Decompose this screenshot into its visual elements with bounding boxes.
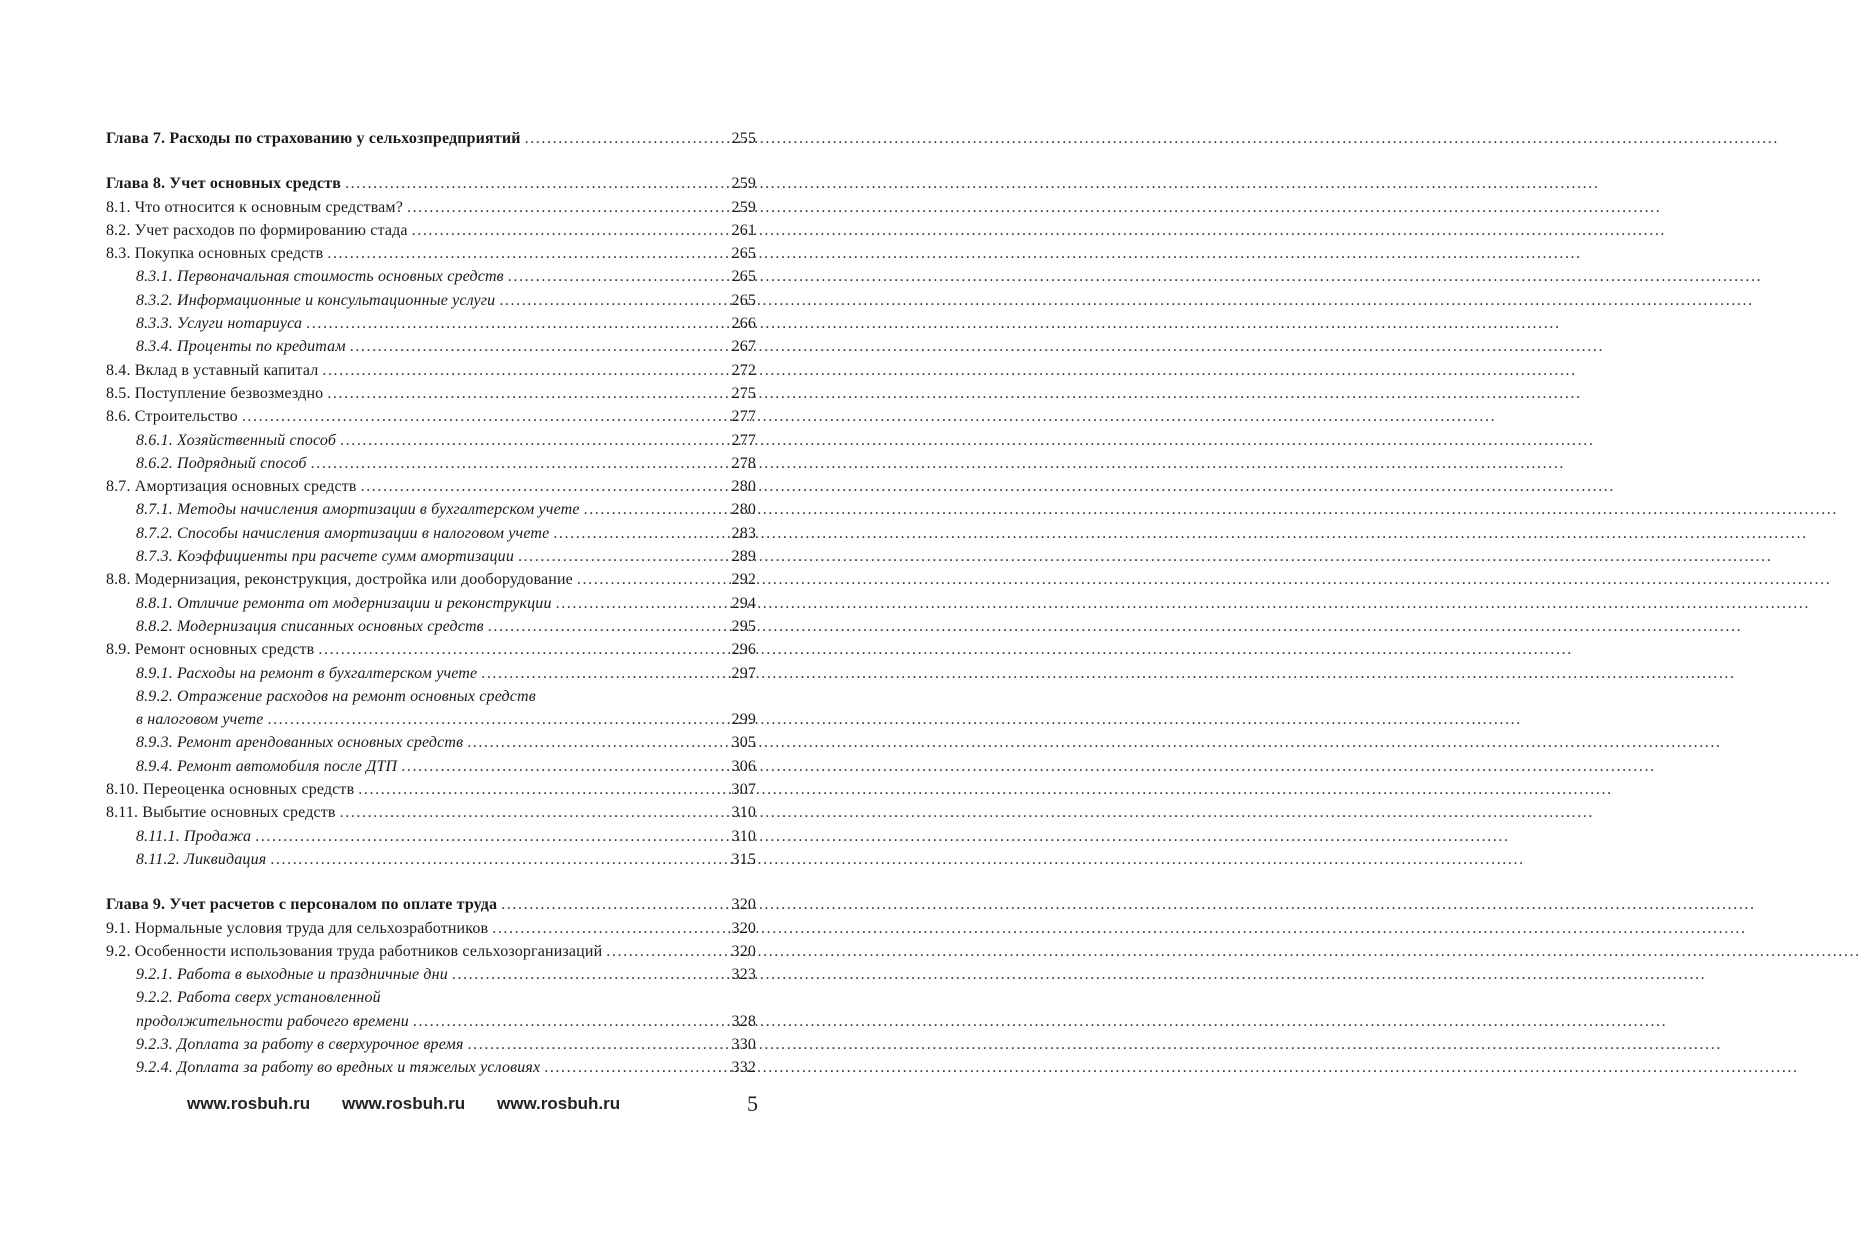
toc-entry-title: Глава 9. Учет расчетов с персоналом по оплате труда bbox=[106, 896, 498, 914]
toc-subsection bbox=[106, 498, 756, 521]
dot-leader bbox=[318, 638, 718, 661]
dot-leader bbox=[501, 893, 718, 916]
toc-entry-title: 9.1. Нормальные условия труда для сельхозработников bbox=[106, 919, 489, 937]
toc-section bbox=[106, 568, 756, 591]
toc-subsection bbox=[106, 848, 756, 871]
dot-leader bbox=[518, 545, 718, 568]
toc-entry-title: Глава 7. Расходы по страхованию у сельхозпредприятий bbox=[106, 130, 521, 147]
footer-url: www.rosbuh.ru bbox=[342, 1094, 466, 1113]
toc-page-number: 320 bbox=[731, 942, 756, 960]
toc-subsection bbox=[106, 592, 756, 615]
dot-leader bbox=[553, 522, 718, 545]
toc-section bbox=[106, 382, 756, 405]
toc-page-number: 320 bbox=[731, 896, 756, 914]
toc-page-number: 299 bbox=[731, 711, 756, 729]
toc-subsection bbox=[106, 1010, 756, 1033]
toc-entry-title: 9.2. Особенности использования труда работников сельхозорганизаций bbox=[106, 942, 603, 960]
toc-subsection bbox=[106, 731, 756, 754]
toc-entry-title-line bbox=[106, 685, 756, 708]
toc-entry-title: 8.7.1. Методы начисления амортизации в бухгалтерском учете bbox=[136, 501, 580, 519]
dot-leader bbox=[488, 615, 718, 638]
toc-entry-title: 8.7.3. Коэффициенты при расчете сумм амортизации bbox=[136, 548, 514, 566]
toc-subsection bbox=[106, 615, 756, 638]
toc-chapter bbox=[106, 893, 756, 916]
toc-page-number: 265 bbox=[731, 245, 756, 263]
toc-entry-title: 8.3.1. Первоначальная стоимость основных средств bbox=[136, 268, 504, 286]
toc-subsection bbox=[106, 825, 756, 848]
toc-entry-title: в налоговом учете bbox=[136, 711, 264, 729]
dot-leader bbox=[468, 1033, 718, 1056]
dot-leader bbox=[584, 498, 718, 521]
toc-entry-title: 8.9.4. Ремонт автомобиля после ДТП bbox=[136, 757, 398, 775]
toc-entry-title: 9.2.4. Доплата за работу во вредных и тяжелых условиях bbox=[136, 1059, 541, 1077]
dot-leader bbox=[361, 475, 718, 498]
toc-page-number: 277 bbox=[731, 408, 756, 426]
toc-page-number: 292 bbox=[731, 571, 756, 589]
toc-entry-title: 8.7.2. Способы начисления амортизации в налоговом учете bbox=[136, 524, 550, 542]
toc-section bbox=[106, 475, 756, 498]
toc-section bbox=[106, 242, 756, 265]
dot-leader bbox=[499, 289, 718, 312]
toc-subsection bbox=[106, 708, 756, 731]
toc-entry-title-line bbox=[106, 986, 756, 1009]
toc-page-number: 277 bbox=[731, 431, 756, 449]
toc-entry-title: 8.6.2. Подрядный способ bbox=[136, 454, 307, 472]
toc-entry-title: 8.10. Переоценка основных средств bbox=[106, 781, 355, 799]
toc-entry-title: 8.11.1. Продажа bbox=[136, 827, 252, 845]
toc-entry-title: Глава 8. Учет основных средств bbox=[106, 175, 342, 193]
toc-page-number: 272 bbox=[731, 361, 756, 379]
toc-page-number: 266 bbox=[731, 315, 756, 333]
toc-subsection bbox=[106, 662, 756, 685]
toc-subsection bbox=[106, 452, 756, 475]
dot-leader bbox=[508, 265, 718, 288]
toc-section bbox=[106, 917, 756, 940]
toc-entry-title: 8.3.3. Услуги нотариуса bbox=[136, 315, 303, 333]
toc-subsection bbox=[106, 289, 756, 312]
dot-leader bbox=[327, 382, 718, 405]
toc-page-number: 296 bbox=[731, 641, 756, 659]
toc-page-number: 294 bbox=[731, 594, 756, 612]
toc-entry-title: 8.11. Выбытие основных средств bbox=[106, 804, 336, 822]
dot-leader bbox=[412, 219, 718, 242]
toc-page-number: 307 bbox=[731, 781, 756, 799]
toc-page-number: 310 bbox=[731, 804, 756, 822]
toc-subsection bbox=[106, 963, 756, 986]
dot-leader bbox=[311, 452, 718, 475]
dot-leader bbox=[267, 708, 718, 731]
toc-page-number: 306 bbox=[731, 757, 756, 775]
toc-page-number: 261 bbox=[731, 221, 756, 239]
toc-entry-title: 8.8. Модернизация, реконструкция, достройка или дооборудование bbox=[106, 571, 573, 589]
dot-leader bbox=[270, 848, 718, 871]
toc-page-number: 332 bbox=[731, 1059, 756, 1077]
toc-section bbox=[106, 359, 756, 382]
toc-page-number: 315 bbox=[731, 850, 756, 868]
dot-leader bbox=[492, 917, 718, 940]
toc-entry-title: 8.4. Вклад в уставный капитал bbox=[106, 361, 319, 379]
toc-entry-title: 9.2.3. Доплата за работу в сверхурочное время bbox=[136, 1035, 464, 1053]
toc-page-number: 265 bbox=[731, 291, 756, 309]
toc-subsection bbox=[106, 335, 756, 358]
toc-page-number: 259 bbox=[731, 175, 756, 193]
dot-leader bbox=[544, 1056, 718, 1079]
toc-entry-title: 8.9.2. Отражение расходов на ремонт основных средств bbox=[136, 687, 536, 705]
toc-page-number: 297 bbox=[731, 664, 756, 682]
dot-leader bbox=[467, 731, 718, 754]
toc-chapter bbox=[106, 127, 756, 150]
toc-entry-title: 8.9. Ремонт основных средств bbox=[106, 641, 315, 659]
toc-entry-title: 9.2.1. Работа в выходные и праздничные дни bbox=[136, 966, 448, 984]
toc-chapter bbox=[106, 172, 756, 195]
dot-leader bbox=[255, 825, 718, 848]
toc-entry-title: 8.3. Покупка основных средств bbox=[106, 245, 324, 263]
toc-entry-title: 9.2.2. Работа сверх установленной bbox=[136, 989, 381, 1007]
toc-subsection bbox=[106, 1056, 756, 1079]
dot-leader bbox=[340, 429, 718, 452]
toc-subsection bbox=[106, 265, 756, 288]
toc-entry-title: 8.6. Строительство bbox=[106, 408, 238, 426]
page-number: 5 bbox=[747, 1091, 758, 1116]
dot-leader bbox=[401, 755, 718, 778]
toc-section bbox=[106, 219, 756, 242]
toc-page-number: 305 bbox=[731, 734, 756, 752]
toc-entry-title: 8.9.1. Расходы на ремонт в бухгалтерском учете bbox=[136, 664, 478, 682]
toc-page-number: 328 bbox=[731, 1012, 756, 1030]
toc-page-number: 330 bbox=[731, 1035, 756, 1053]
dot-leader bbox=[306, 312, 718, 335]
table-of-contents bbox=[106, 127, 756, 1080]
toc-section bbox=[106, 778, 756, 801]
dot-leader bbox=[350, 335, 718, 358]
toc-entry-title: 8.3.4. Проценты по кредитам bbox=[136, 338, 346, 356]
toc-page-number: 280 bbox=[731, 478, 756, 496]
dot-leader bbox=[327, 242, 718, 265]
toc-page-number: 259 bbox=[731, 198, 756, 216]
dot-leader bbox=[358, 778, 718, 801]
dot-leader bbox=[322, 359, 718, 382]
toc-entry-title: 8.8.1. Отличие ремонта от модернизации и реконструкции bbox=[136, 594, 552, 612]
toc-page-number: 280 bbox=[731, 501, 756, 519]
dot-leader bbox=[606, 940, 718, 963]
toc-entry-title: 8.8.2. Модернизация списанных основных средств bbox=[136, 617, 484, 635]
dot-leader bbox=[481, 662, 718, 685]
toc-subsection bbox=[106, 545, 756, 568]
dot-leader bbox=[556, 592, 718, 615]
toc-subsection bbox=[106, 312, 756, 335]
toc-subsection bbox=[106, 429, 756, 452]
toc-entry-title: 8.5. Поступление безвозмездно bbox=[106, 384, 324, 402]
toc-page-number: 283 bbox=[731, 524, 756, 542]
toc-page-number: 278 bbox=[731, 454, 756, 472]
page-footer bbox=[0, 1091, 857, 1124]
dot-leader bbox=[452, 963, 718, 986]
toc-entry-title: 8.6.1. Хозяйственный способ bbox=[136, 431, 337, 449]
toc-section bbox=[106, 638, 756, 661]
toc-section bbox=[106, 196, 756, 219]
toc-entry-title: 8.1. Что относится к основным средствам? bbox=[106, 198, 403, 216]
toc-page-number: 295 bbox=[731, 617, 756, 635]
toc-page-number: 320 bbox=[731, 919, 756, 937]
toc-subsection bbox=[106, 755, 756, 778]
dot-leader bbox=[525, 127, 718, 150]
toc-subsection bbox=[106, 1033, 756, 1056]
toc-page-number: 267 bbox=[731, 338, 756, 356]
toc-entry-title: 8.7. Амортизация основных средств bbox=[106, 478, 357, 496]
toc-section bbox=[106, 405, 756, 428]
toc-page-number: 310 bbox=[731, 827, 756, 845]
toc-entry-title: 8.9.3. Ремонт арендованных основных средств bbox=[136, 734, 464, 752]
toc-section bbox=[106, 940, 756, 963]
toc-entry-title: 8.11.2. Ликвидация bbox=[136, 850, 267, 868]
toc-page-number: 323 bbox=[731, 966, 756, 984]
dot-leader bbox=[577, 568, 718, 591]
toc-entry-title: продолжительности рабочего времени bbox=[136, 1012, 409, 1030]
toc-page-number: 275 bbox=[731, 384, 756, 402]
toc-page-number: 265 bbox=[731, 268, 756, 286]
dot-leader bbox=[242, 405, 718, 428]
toc-subsection bbox=[106, 522, 756, 545]
toc-entry-title: 8.3.2. Информационные и консультационные услуги bbox=[136, 291, 496, 309]
toc-entry-title: 8.2. Учет расходов по формированию стада bbox=[106, 221, 408, 239]
dot-leader bbox=[407, 196, 718, 219]
toc-section bbox=[106, 801, 756, 824]
dot-leader bbox=[413, 1010, 718, 1033]
toc-page-number: 289 bbox=[731, 548, 756, 566]
toc-page-number: 255 bbox=[731, 130, 756, 147]
footer-url: www.rosbuh.ru bbox=[187, 1094, 311, 1113]
dot-leader bbox=[340, 801, 718, 824]
dot-leader bbox=[345, 172, 718, 195]
footer-url: www.rosbuh.ru bbox=[497, 1094, 621, 1113]
